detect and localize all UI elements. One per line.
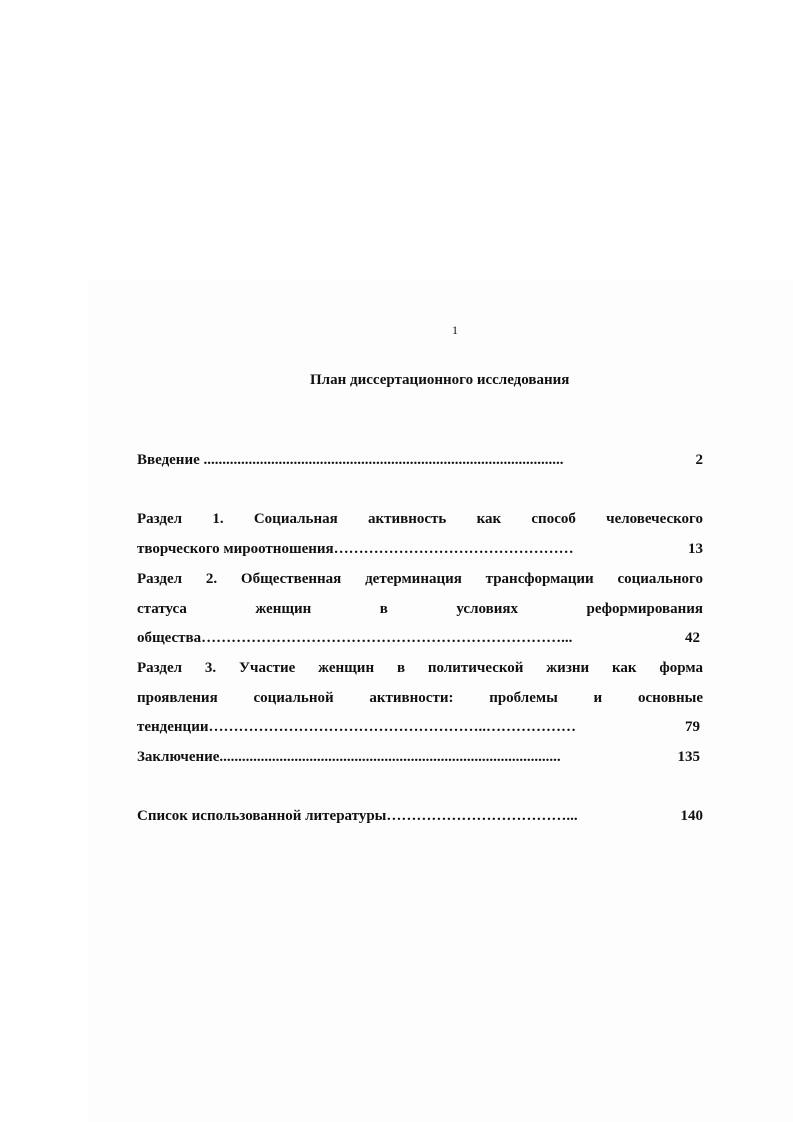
toc-section-2-page: 42	[685, 630, 700, 646]
toc-section-2-title-line-1: Раздел 2. Общественная детерминация трансформации социального	[137, 571, 703, 587]
toc-conclusion-page: 135	[677, 749, 700, 765]
toc-entry-section-3-line-3	[137, 719, 703, 741]
toc-section-2-title-line-3: общества………………………………………………………………...	[137, 630, 573, 646]
toc-references-page: 140	[680, 808, 703, 824]
toc-entry-section-1-line-2	[137, 541, 703, 563]
toc-section-3-title-line-3: тенденции………………………………………………..………………	[137, 719, 576, 735]
toc-introduction-label: Введение ................................................................................................	[137, 452, 564, 468]
toc-section-3-page: 79	[685, 719, 700, 735]
toc-entry-section-2-line-3	[137, 630, 703, 652]
toc-entry-section-3-line-1	[137, 660, 703, 682]
toc-section-1-title-line-2: творческого мироотношения…………………………………………	[137, 541, 574, 557]
toc-section-1-page: 13	[688, 541, 703, 557]
toc-references-label: Список использованной литературы………………………………...	[137, 808, 578, 824]
toc-section-3-title-line-2: проявления социальной активности: проблемы и основные	[137, 690, 703, 706]
toc-introduction-page: 2	[695, 452, 703, 468]
toc-entry-section-2-line-2	[137, 601, 703, 623]
toc-section-2-title-line-2: статуса женщин в условиях реформирования	[137, 601, 703, 617]
toc-entry-conclusion	[137, 749, 703, 771]
page-title: План диссертационного исследования	[310, 372, 570, 388]
toc-entry-references	[137, 808, 703, 830]
toc-entry-section-3-line-2	[137, 690, 703, 712]
toc-entry-section-1-line-1	[137, 511, 703, 533]
toc-conclusion-label: Заключение...........................................................................................	[137, 749, 561, 765]
toc-section-3-title-line-1: Раздел 3. Участие женщин в политической жизни как форма	[137, 660, 703, 676]
page-number: 1	[452, 323, 458, 337]
toc-entry-section-2-line-1	[137, 571, 703, 593]
toc-section-1-title-line-1: Раздел 1. Социальная активность как способ человеческого	[137, 511, 703, 527]
toc-entry-introduction	[137, 452, 703, 474]
